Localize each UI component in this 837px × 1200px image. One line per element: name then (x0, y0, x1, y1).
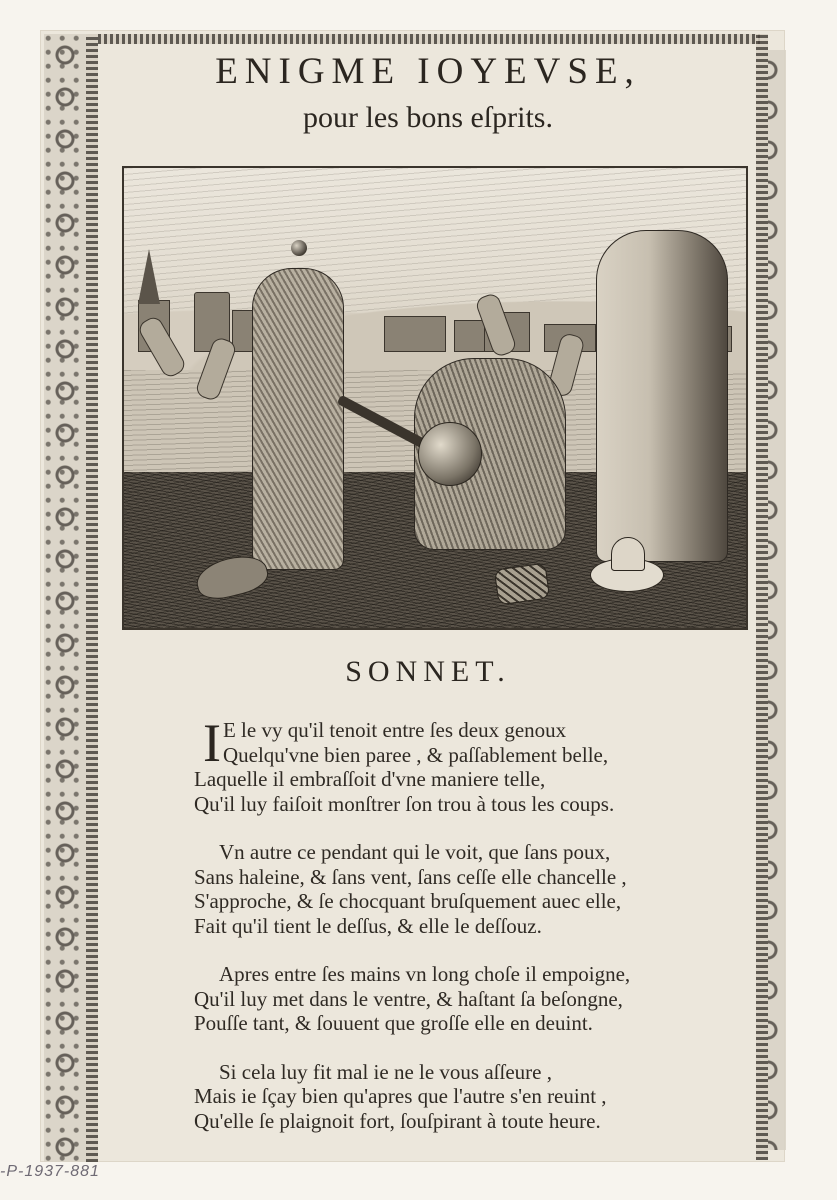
ornamental-border-left (44, 34, 86, 1162)
poem-line: Qu'elle ſe plaignoit fort, ſouſpirant à toute heure. (194, 1108, 601, 1133)
print-title: ENIGME IOYEVSE, (215, 51, 641, 92)
hat-icon (590, 558, 664, 592)
print-subtitle: pour les bons eſprits. (303, 101, 553, 134)
poem-line: Fait qu'il tient le deſſus, & elle le deſſouz. (194, 913, 542, 938)
basket-icon (494, 563, 551, 606)
building (232, 310, 254, 352)
ornamental-border-right (768, 50, 786, 1150)
stanza (194, 713, 763, 816)
poem-line: Si cela luy fit mal ie ne le vous aſſeure , (219, 1059, 552, 1084)
stanza (194, 962, 763, 1036)
sonnet-text (194, 713, 763, 1157)
stanza (194, 1060, 763, 1134)
inventory-number: -P-1937-881 (0, 1163, 100, 1180)
poem-line: Laquelle il embraſſoit d'vne maniere telle, (194, 767, 546, 791)
engraving-illustration (122, 166, 748, 630)
ball-icon (418, 422, 482, 486)
poem-line: Apres entre ſes mains vn long choſe il empoigne, (219, 962, 631, 986)
sonnet-heading: SONNET. (345, 655, 511, 688)
ball-in-sky-icon (291, 240, 307, 256)
poem-line: Quelqu'vne bien paree , & paſſablement belle, (222, 742, 609, 767)
poem-line: S'approche, & ſe chocquant bruſquement auec elle, (194, 889, 622, 913)
poem-line: Qu'il luy met dans le ventre, & haſtant ſa beſongne, (194, 986, 623, 1011)
chain-border-top (98, 34, 760, 44)
standing-woman-figure (596, 230, 728, 562)
church-spire-icon (138, 249, 160, 304)
building (384, 316, 446, 352)
poem-line: Vn autre ce pendant qui le voit, que ſans poux, (219, 840, 611, 864)
poem-line: Qu'il luy faiſoit monſtrer ſon trou à tous les coups. (194, 791, 615, 816)
poem-line: Pouſſe tant, & ſouuent que groſſe elle en deuint. (194, 1011, 593, 1035)
drop-cap: I (203, 713, 221, 773)
poem-line: E le vy qu'il tenoit entre ſes deux genoux (222, 718, 567, 742)
poem-line: Mais ie ſçay bien qu'apres que l'autre s'en reuint , (194, 1084, 607, 1108)
chain-border-left (86, 34, 98, 1162)
poem-line: Sans haleine, & ſans vent, ſans ceſſe elle chancelle , (194, 864, 627, 889)
stanza (194, 840, 763, 938)
standing-youth-figure (252, 268, 344, 570)
